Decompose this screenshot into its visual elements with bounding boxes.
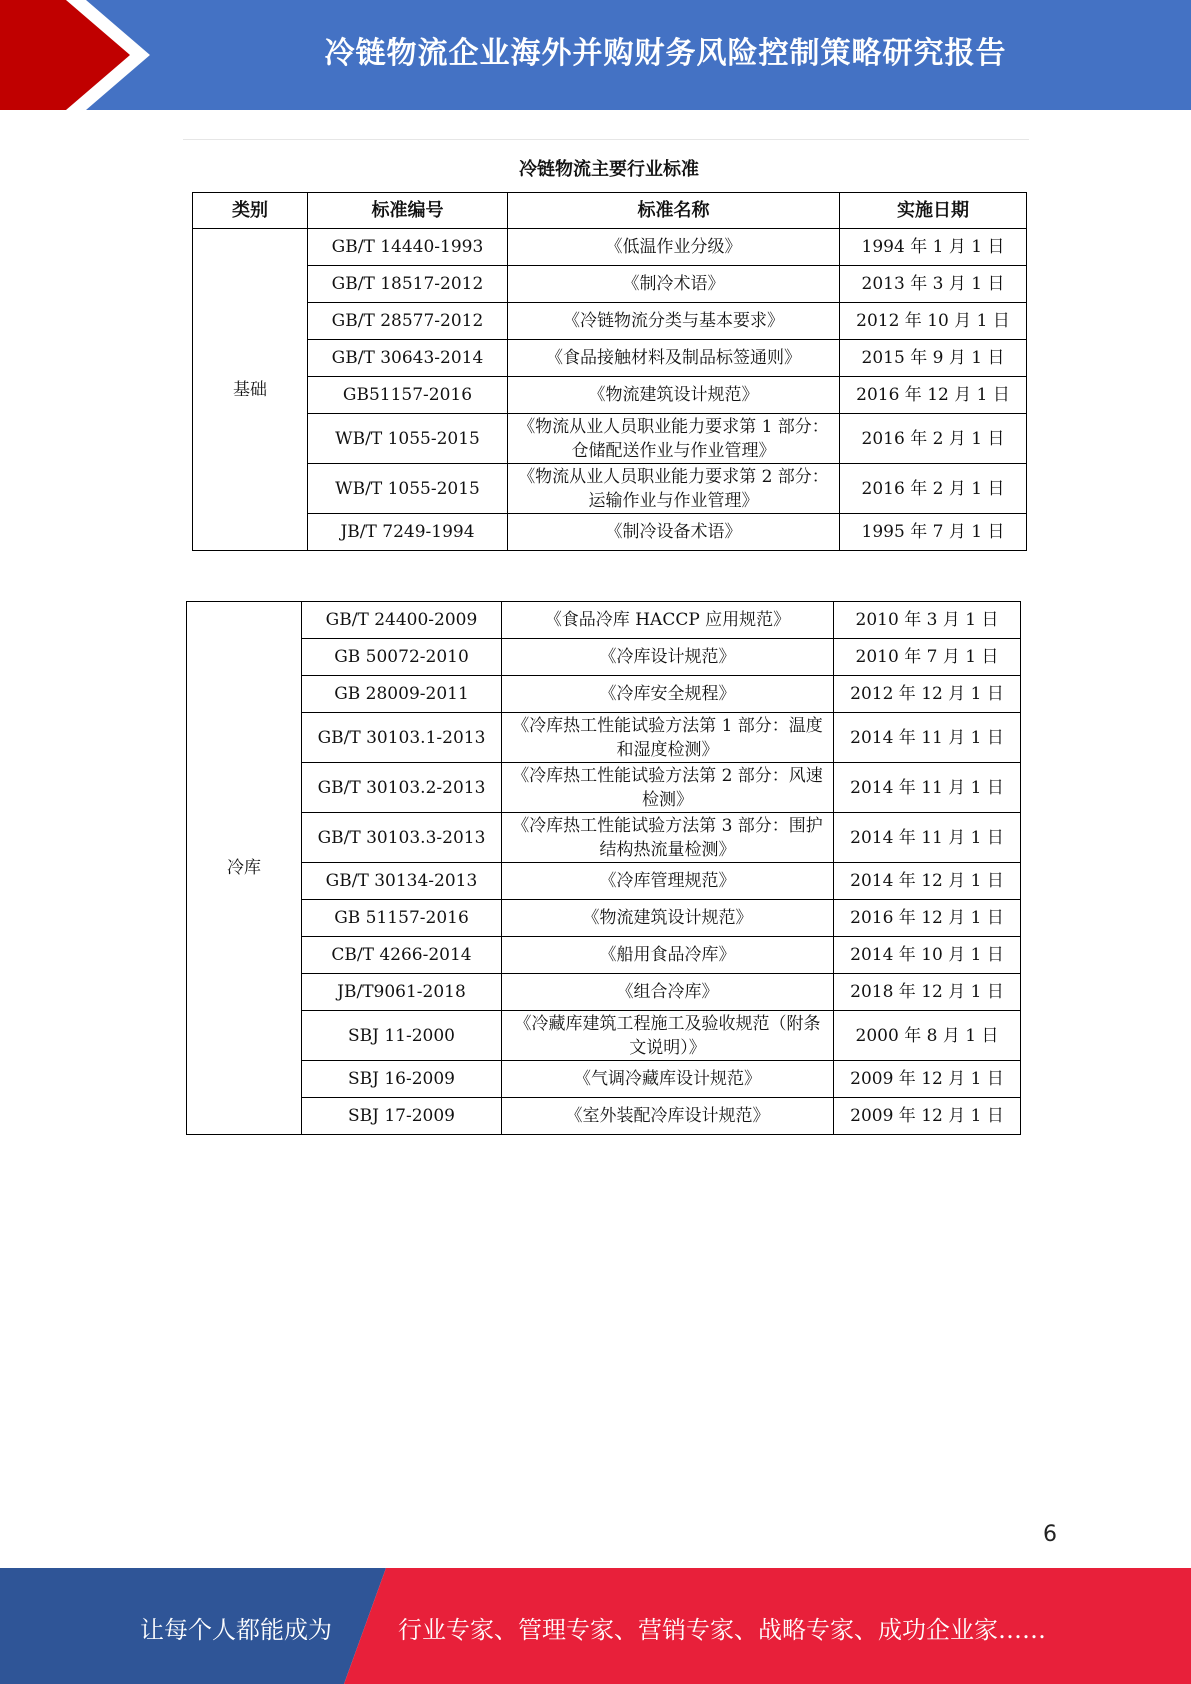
standard-name-cell: 《制冷设备术语》 — [508, 514, 840, 551]
standard-date-cell: 2012 年 10 月 1 日 — [840, 303, 1027, 340]
standard-code-cell: GB 51157-2016 — [302, 900, 502, 937]
page-number: 6 — [1043, 1522, 1057, 1547]
standard-date-cell: 2009 年 12 月 1 日 — [834, 1061, 1021, 1098]
standard-date-cell: 2000 年 8 月 1 日 — [834, 1011, 1021, 1061]
standard-code-cell: GB/T 30103.2-2013 — [302, 763, 502, 813]
page-header — [0, 0, 1191, 110]
table-row — [187, 863, 1021, 900]
table-row — [193, 340, 1027, 377]
table-header-row — [193, 193, 1027, 229]
standard-date-cell: 2016 年 12 月 1 日 — [840, 377, 1027, 414]
standard-name-cell: 《物流从业人员职业能力要求第 1 部分：仓储配送作业与作业管理》 — [508, 414, 840, 464]
standards-table-basic — [192, 192, 1027, 551]
footer-slogan-left: 让每个人都能成为 — [140, 1616, 332, 1644]
table-row — [187, 763, 1021, 813]
standard-date-cell: 2014 年 11 月 1 日 — [834, 813, 1021, 863]
standard-date-cell: 2012 年 12 月 1 日 — [834, 676, 1021, 713]
standard-date-cell: 2014 年 12 月 1 日 — [834, 863, 1021, 900]
standard-date-cell: 2018 年 12 月 1 日 — [834, 974, 1021, 1011]
standard-name-cell: 《冷库安全规程》 — [502, 676, 834, 713]
table-row — [193, 229, 1027, 266]
header-red-arrow-icon — [0, 0, 200, 110]
table-row — [187, 639, 1021, 676]
standard-name-cell: 《食品接触材料及制品标签通则》 — [508, 340, 840, 377]
standard-name-cell: 《冷链物流分类与基本要求》 — [508, 303, 840, 340]
standard-code-cell: SBJ 11-2000 — [302, 1011, 502, 1061]
standard-date-cell: 1994 年 1 月 1 日 — [840, 229, 1027, 266]
table-row — [187, 974, 1021, 1011]
standard-date-cell: 2010 年 7 月 1 日 — [834, 639, 1021, 676]
standards-table-cold-storage — [186, 601, 1021, 1135]
standard-name-cell: 《室外装配冷库设计规范》 — [502, 1098, 834, 1135]
standard-code-cell: WB/T 1055-2015 — [308, 414, 508, 464]
table-row — [193, 514, 1027, 551]
footer-slogan-right: 行业专家、管理专家、营销专家、战略专家、成功企业家…… — [398, 1616, 1046, 1644]
standard-code-cell: GB 28009-2011 — [302, 676, 502, 713]
divider — [183, 139, 1029, 140]
header-title: 冷链物流企业海外并购财务风险控制策略研究报告 — [324, 36, 1007, 71]
standard-name-cell: 《冷库热工性能试验方法第 1 部分：温度和湿度检测》 — [502, 713, 834, 763]
standard-date-cell: 2016 年 2 月 1 日 — [840, 414, 1027, 464]
table-row — [193, 414, 1027, 464]
table-row — [187, 937, 1021, 974]
table-row — [187, 1098, 1021, 1135]
standard-code-cell: JB/T 7249-1994 — [308, 514, 508, 551]
standard-code-cell: JB/T9061-2018 — [302, 974, 502, 1011]
standard-date-cell: 2016 年 12 月 1 日 — [834, 900, 1021, 937]
standard-code-cell: GB/T 30643-2014 — [308, 340, 508, 377]
standard-code-cell: GB/T 24400-2009 — [302, 602, 502, 639]
standard-date-cell: 2009 年 12 月 1 日 — [834, 1098, 1021, 1135]
standard-name-cell: 《冷库热工性能试验方法第 2 部分：风速检测》 — [502, 763, 834, 813]
standard-name-cell: 《低温作业分级》 — [508, 229, 840, 266]
standard-code-cell: GB/T 30134-2013 — [302, 863, 502, 900]
standard-date-cell: 2013 年 3 月 1 日 — [840, 266, 1027, 303]
standard-name-cell: 《气调冷藏库设计规范》 — [502, 1061, 834, 1098]
table-row — [187, 713, 1021, 763]
standard-name-cell: 《船用食品冷库》 — [502, 937, 834, 974]
standard-name-cell: 《物流建筑设计规范》 — [502, 900, 834, 937]
standard-code-cell: GB/T 28577-2012 — [308, 303, 508, 340]
column-header-category: 类别 — [193, 193, 308, 229]
standard-code-cell: GB/T 18517-2012 — [308, 266, 508, 303]
standard-date-cell: 2015 年 9 月 1 日 — [840, 340, 1027, 377]
standard-code-cell: SBJ 16-2009 — [302, 1061, 502, 1098]
standard-name-cell: 《冷库热工性能试验方法第 3 部分：围护结构热流量检测》 — [502, 813, 834, 863]
standard-name-cell: 《冷藏库建筑工程施工及验收规范（附条文说明）》 — [502, 1011, 834, 1061]
table-row — [187, 602, 1021, 639]
column-header-name: 标准名称 — [508, 193, 840, 229]
table-row — [193, 377, 1027, 414]
table-row — [187, 1011, 1021, 1061]
table-row — [187, 900, 1021, 937]
standard-code-cell: GB/T 30103.1-2013 — [302, 713, 502, 763]
standard-name-cell: 《食品冷库 HACCP 应用规范》 — [502, 602, 834, 639]
standard-code-cell: GB/T 14440-1993 — [308, 229, 508, 266]
column-header-code: 标准编号 — [308, 193, 508, 229]
standard-name-cell: 《制冷术语》 — [508, 266, 840, 303]
standard-date-cell: 1995 年 7 月 1 日 — [840, 514, 1027, 551]
standard-code-cell: GB51157-2016 — [308, 377, 508, 414]
standard-name-cell: 《组合冷库》 — [502, 974, 834, 1011]
standard-date-cell: 2014 年 10 月 1 日 — [834, 937, 1021, 974]
table-caption: 冷链物流主要行业标准 — [519, 159, 699, 180]
standard-date-cell: 2010 年 3 月 1 日 — [834, 602, 1021, 639]
standard-name-cell: 《物流从业人员职业能力要求第 2 部分：运输作业与作业管理》 — [508, 464, 840, 514]
standard-code-cell: CB/T 4266-2014 — [302, 937, 502, 974]
standard-name-cell: 《冷库管理规范》 — [502, 863, 834, 900]
standard-code-cell: SBJ 17-2009 — [302, 1098, 502, 1135]
table-row — [193, 266, 1027, 303]
standard-date-cell: 2014 年 11 月 1 日 — [834, 763, 1021, 813]
table-row — [193, 303, 1027, 340]
page-footer — [0, 1568, 1191, 1684]
column-header-date: 实施日期 — [840, 193, 1027, 229]
standard-name-cell: 《物流建筑设计规范》 — [508, 377, 840, 414]
table-row — [187, 1061, 1021, 1098]
table-row — [187, 676, 1021, 713]
standard-date-cell: 2014 年 11 月 1 日 — [834, 713, 1021, 763]
category-cell: 冷库 — [187, 602, 302, 1135]
table-row — [193, 464, 1027, 514]
category-cell: 基础 — [193, 229, 308, 551]
standard-code-cell: WB/T 1055-2015 — [308, 464, 508, 514]
standard-name-cell: 《冷库设计规范》 — [502, 639, 834, 676]
standard-code-cell: GB 50072-2010 — [302, 639, 502, 676]
standard-date-cell: 2016 年 2 月 1 日 — [840, 464, 1027, 514]
standard-code-cell: GB/T 30103.3-2013 — [302, 813, 502, 863]
table-row — [187, 813, 1021, 863]
